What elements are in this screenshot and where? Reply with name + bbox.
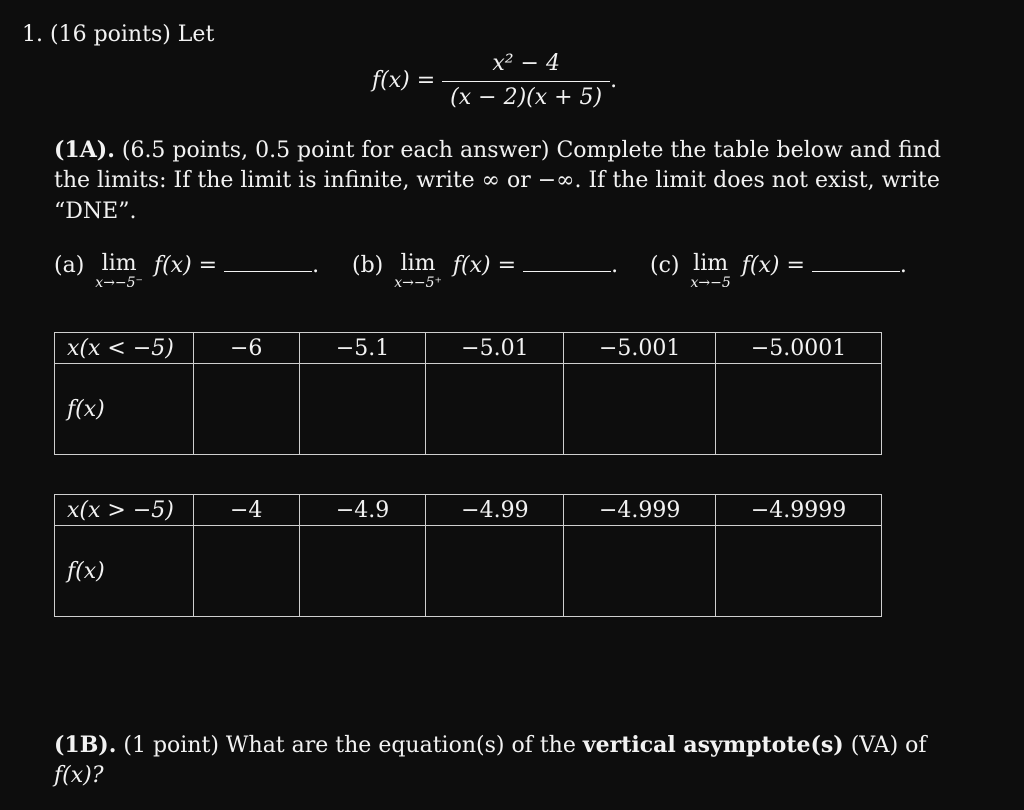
limit-c-operator — [691, 252, 731, 290]
table-left-answer-cell[interactable] — [299, 364, 426, 455]
limit-b-label: (b) — [352, 253, 384, 278]
limit-b-subscript: x→−5⁺ — [394, 275, 442, 291]
function-denominator: (x − 2)(x + 5) — [450, 84, 603, 110]
part-1b-line1 — [54, 731, 927, 761]
table-left-row-label: f(x) — [55, 364, 194, 455]
table-left-x-value: −5.001 — [564, 333, 716, 364]
part-1a-tag: (1A). — [54, 137, 115, 163]
table-left-x-value: −5.0001 — [716, 333, 882, 364]
table-right-answer-cell[interactable] — [193, 526, 299, 617]
table-right-approach — [54, 494, 882, 617]
limit-a — [54, 252, 319, 290]
limit-b-end: . — [611, 253, 619, 278]
table-right-answer-cell[interactable] — [299, 526, 426, 617]
table-right-x-value: −4.9 — [299, 495, 426, 526]
limit-b — [352, 252, 618, 290]
part-1b-bold: vertical asymptote(s) — [582, 732, 844, 758]
limit-c-subscript: x→−5 — [690, 275, 731, 291]
table-left-x-value: −6 — [193, 333, 299, 364]
table-right-header-row — [55, 495, 882, 526]
limit-c — [650, 252, 907, 290]
part-1b-tag: (1B). — [54, 732, 117, 758]
limit-c-label: (c) — [650, 253, 680, 278]
table-right-x-value: −4 — [193, 495, 299, 526]
part-1a-line1 — [54, 136, 941, 166]
limit-c-answer-blank[interactable] — [812, 257, 900, 272]
limit-a-operator — [95, 252, 143, 290]
function-definition — [372, 50, 617, 112]
problem-header — [22, 21, 214, 50]
table-left-approach — [54, 332, 882, 455]
limit-b-word: lim — [400, 251, 436, 276]
part-1a-text1: (6.5 points, 0.5 point for each answer) Complete the table below and find — [121, 138, 941, 163]
limit-a-subscript: x→−5⁻ — [95, 275, 143, 291]
limit-a-label: (a) — [54, 253, 85, 278]
table-left-x-value: −5.1 — [299, 333, 426, 364]
part-1b-text-b: (VA) of — [850, 733, 927, 758]
table-left-x-value: −5.01 — [426, 333, 564, 364]
table-right-fx-row — [55, 526, 882, 617]
table-left-fx-row — [55, 364, 882, 455]
part-1a-line3: “DNE”. — [54, 199, 137, 224]
table-right-answer-cell[interactable] — [564, 526, 716, 617]
table-right-x-value: −4.99 — [426, 495, 564, 526]
limit-a-word: lim — [101, 251, 137, 276]
limit-a-expr: f(x) = — [153, 253, 218, 278]
limit-b-answer-blank[interactable] — [523, 257, 611, 272]
limit-c-end: . — [899, 253, 907, 278]
limit-c-expr: f(x) = — [741, 253, 805, 278]
table-left-header-label: x(x < −5) — [55, 333, 194, 364]
limit-a-answer-blank[interactable] — [224, 257, 312, 272]
limit-b-operator — [394, 252, 442, 290]
function-numerator: x² − 4 — [442, 50, 610, 82]
table-right-row-label: f(x) — [55, 526, 194, 617]
table-right-x-value: −4.999 — [564, 495, 716, 526]
table-left-answer-cell[interactable] — [716, 364, 882, 455]
limit-a-end: . — [312, 253, 320, 278]
table-left-answer-cell[interactable] — [564, 364, 716, 455]
table-right-x-value: −4.9999 — [716, 495, 882, 526]
table-right-answer-cell[interactable] — [426, 526, 564, 617]
table-right-answer-cell[interactable] — [716, 526, 882, 617]
table-left-header-row — [55, 333, 882, 364]
problem-points: (16 points) Let — [50, 22, 215, 47]
problem-number: 1. — [22, 22, 43, 47]
function-lhs: f(x) = — [372, 67, 436, 93]
part-1a-line2: the limits: If the limit is infinite, write ∞ or −∞. If the limit does not exist, write — [54, 168, 940, 193]
limit-c-word: lim — [693, 251, 729, 276]
function-fraction — [442, 50, 610, 112]
function-period: . — [610, 67, 618, 93]
table-right-header-label: x(x > −5) — [55, 495, 194, 526]
limit-b-expr: f(x) = — [452, 253, 517, 278]
part-1b-text-a: (1 point) What are the equation(s) of the — [123, 733, 576, 758]
part-1b-line2: f(x)? — [54, 763, 104, 788]
table-left-answer-cell[interactable] — [193, 364, 299, 455]
table-left-answer-cell[interactable] — [426, 364, 564, 455]
